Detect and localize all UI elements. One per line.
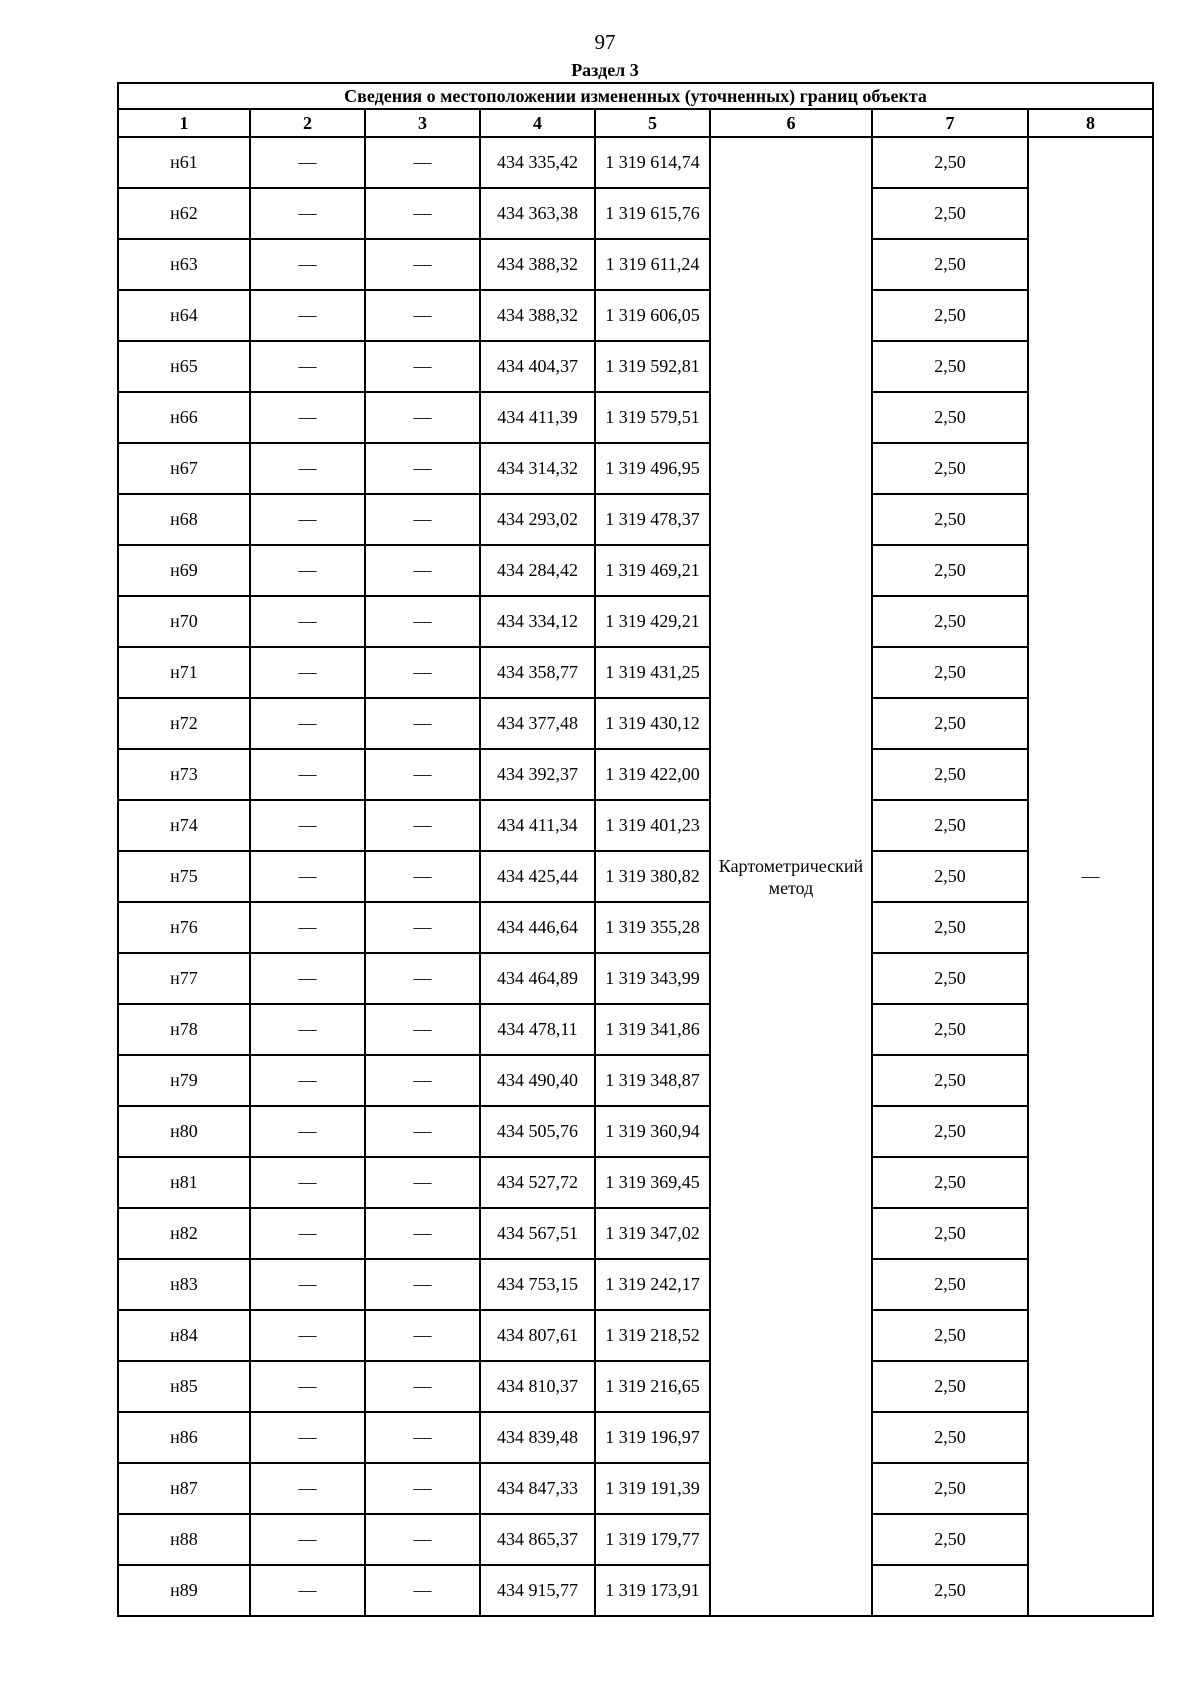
column-2-cell: —: [250, 341, 365, 392]
point-id-cell: н84: [118, 1310, 250, 1361]
precision-cell: 2,50: [872, 1310, 1028, 1361]
column-2-cell: —: [250, 1361, 365, 1412]
y-coordinate-cell: 1 319 341,86: [595, 1004, 710, 1055]
point-id-cell: н82: [118, 1208, 250, 1259]
y-coordinate-cell: 1 319 401,23: [595, 800, 710, 851]
column-header: 6: [710, 109, 872, 137]
point-id-cell: н65: [118, 341, 250, 392]
point-id-cell: н78: [118, 1004, 250, 1055]
y-coordinate-cell: 1 319 579,51: [595, 392, 710, 443]
y-coordinate-cell: 1 319 422,00: [595, 749, 710, 800]
column-3-cell: —: [365, 392, 480, 443]
x-coordinate-cell: 434 915,77: [480, 1565, 595, 1616]
column-2-cell: —: [250, 1208, 365, 1259]
point-id-cell: н79: [118, 1055, 250, 1106]
y-coordinate-cell: 1 319 496,95: [595, 443, 710, 494]
precision-cell: 2,50: [872, 1055, 1028, 1106]
x-coordinate-cell: 434 411,34: [480, 800, 595, 851]
x-coordinate-cell: 434 293,02: [480, 494, 595, 545]
y-coordinate-cell: 1 319 242,17: [595, 1259, 710, 1310]
column-3-cell: —: [365, 1004, 480, 1055]
x-coordinate-cell: 434 388,32: [480, 290, 595, 341]
y-coordinate-cell: 1 319 196,97: [595, 1412, 710, 1463]
point-id-cell: н64: [118, 290, 250, 341]
x-coordinate-cell: 434 810,37: [480, 1361, 595, 1412]
table-row: [118, 239, 1153, 290]
table-row: [118, 800, 1153, 851]
point-id-cell: н68: [118, 494, 250, 545]
table-row: [118, 1514, 1153, 1565]
point-id-cell: н76: [118, 902, 250, 953]
point-id-cell: н74: [118, 800, 250, 851]
x-coordinate-cell: 434 807,61: [480, 1310, 595, 1361]
column-3-cell: —: [365, 188, 480, 239]
y-coordinate-cell: 1 319 615,76: [595, 188, 710, 239]
y-coordinate-cell: 1 319 173,91: [595, 1565, 710, 1616]
x-coordinate-cell: 434 505,76: [480, 1106, 595, 1157]
column-2-cell: —: [250, 188, 365, 239]
y-coordinate-cell: 1 319 360,94: [595, 1106, 710, 1157]
column-2-cell: —: [250, 1565, 365, 1616]
column-3-cell: —: [365, 851, 480, 902]
section-title: Раздел 3: [571, 60, 639, 80]
precision-cell: 2,50: [872, 1208, 1028, 1259]
x-coordinate-cell: 434 839,48: [480, 1412, 595, 1463]
table-row: [118, 1157, 1153, 1208]
point-id-cell: н71: [118, 647, 250, 698]
precision-cell: 2,50: [872, 1565, 1028, 1616]
table-row: [118, 545, 1153, 596]
column-3-cell: —: [365, 1463, 480, 1514]
column-header: 2: [250, 109, 365, 137]
precision-cell: 2,50: [872, 953, 1028, 1004]
precision-cell: 2,50: [872, 1361, 1028, 1412]
point-id-cell: н87: [118, 1463, 250, 1514]
x-coordinate-cell: 434 284,42: [480, 545, 595, 596]
point-id-cell: н88: [118, 1514, 250, 1565]
x-coordinate-cell: 434 392,37: [480, 749, 595, 800]
precision-cell: 2,50: [872, 290, 1028, 341]
column-3-cell: —: [365, 749, 480, 800]
table-row: [118, 1310, 1153, 1361]
column-2-cell: —: [250, 596, 365, 647]
column-3-cell: —: [365, 1565, 480, 1616]
precision-cell: 2,50: [872, 1412, 1028, 1463]
x-coordinate-cell: 434 847,33: [480, 1463, 595, 1514]
table-row: [118, 392, 1153, 443]
column-3-cell: —: [365, 902, 480, 953]
table-row: [118, 698, 1153, 749]
column-header: 7: [872, 109, 1028, 137]
precision-cell: 2,50: [872, 494, 1028, 545]
column-2-cell: —: [250, 290, 365, 341]
precision-cell: 2,50: [872, 698, 1028, 749]
x-coordinate-cell: 434 404,37: [480, 341, 595, 392]
table-row: [118, 902, 1153, 953]
y-coordinate-cell: 1 319 614,74: [595, 137, 710, 188]
column-8-cell: —: [1028, 137, 1153, 1616]
y-coordinate-cell: 1 319 469,21: [595, 545, 710, 596]
point-id-cell: н77: [118, 953, 250, 1004]
y-coordinate-cell: 1 319 218,52: [595, 1310, 710, 1361]
column-2-cell: —: [250, 1259, 365, 1310]
column-header: 8: [1028, 109, 1153, 137]
column-2-cell: —: [250, 1412, 365, 1463]
column-2-cell: —: [250, 1514, 365, 1565]
column-2-cell: —: [250, 800, 365, 851]
column-2-cell: —: [250, 137, 365, 188]
column-3-cell: —: [365, 1259, 480, 1310]
precision-cell: 2,50: [872, 1157, 1028, 1208]
column-3-cell: —: [365, 545, 480, 596]
precision-cell: 2,50: [872, 341, 1028, 392]
x-coordinate-cell: 434 314,32: [480, 443, 595, 494]
column-3-cell: —: [365, 290, 480, 341]
column-3-cell: —: [365, 647, 480, 698]
table-row: [118, 1055, 1153, 1106]
y-coordinate-cell: 1 319 606,05: [595, 290, 710, 341]
table-row: [118, 596, 1153, 647]
table-row: [118, 188, 1153, 239]
point-id-cell: н66: [118, 392, 250, 443]
x-coordinate-cell: 434 567,51: [480, 1208, 595, 1259]
x-coordinate-cell: 434 411,39: [480, 392, 595, 443]
column-2-cell: —: [250, 1310, 365, 1361]
column-3-cell: —: [365, 1208, 480, 1259]
table-row: [118, 1004, 1153, 1055]
column-2-cell: —: [250, 749, 365, 800]
precision-cell: 2,50: [872, 902, 1028, 953]
precision-cell: 2,50: [872, 800, 1028, 851]
point-id-cell: н70: [118, 596, 250, 647]
precision-cell: 2,50: [872, 1004, 1028, 1055]
column-3-cell: —: [365, 596, 480, 647]
column-3-cell: —: [365, 800, 480, 851]
table-row: [118, 443, 1153, 494]
column-3-cell: —: [365, 698, 480, 749]
point-id-cell: н83: [118, 1259, 250, 1310]
point-id-cell: н67: [118, 443, 250, 494]
y-coordinate-cell: 1 319 369,45: [595, 1157, 710, 1208]
column-2-cell: —: [250, 1055, 365, 1106]
table-row: [118, 137, 1153, 188]
column-header: 1: [118, 109, 250, 137]
column-2-cell: —: [250, 698, 365, 749]
table-row: [118, 1106, 1153, 1157]
y-coordinate-cell: 1 319 429,21: [595, 596, 710, 647]
x-coordinate-cell: 434 363,38: [480, 188, 595, 239]
table-row: [118, 1208, 1153, 1259]
table-caption: Сведения о местоположении измененных (уточненных) границ объекта: [118, 83, 1153, 109]
point-id-cell: н75: [118, 851, 250, 902]
point-id-cell: н80: [118, 1106, 250, 1157]
y-coordinate-cell: 1 319 430,12: [595, 698, 710, 749]
y-coordinate-cell: 1 319 592,81: [595, 341, 710, 392]
y-coordinate-cell: 1 319 191,39: [595, 1463, 710, 1514]
column-2-cell: —: [250, 494, 365, 545]
point-id-cell: н89: [118, 1565, 250, 1616]
precision-cell: 2,50: [872, 545, 1028, 596]
precision-cell: 2,50: [872, 1106, 1028, 1157]
y-coordinate-cell: 1 319 431,25: [595, 647, 710, 698]
point-id-cell: н72: [118, 698, 250, 749]
x-coordinate-cell: 434 464,89: [480, 953, 595, 1004]
point-id-cell: н61: [118, 137, 250, 188]
column-3-cell: —: [365, 1055, 480, 1106]
point-id-cell: н86: [118, 1412, 250, 1463]
column-3-cell: —: [365, 494, 480, 545]
column-2-cell: —: [250, 1157, 365, 1208]
point-id-cell: н62: [118, 188, 250, 239]
column-2-cell: —: [250, 392, 365, 443]
column-3-cell: —: [365, 1106, 480, 1157]
method-cell: Картометрический метод: [710, 137, 872, 1616]
x-coordinate-cell: 434 335,42: [480, 137, 595, 188]
x-coordinate-cell: 434 446,64: [480, 902, 595, 953]
y-coordinate-cell: 1 319 355,28: [595, 902, 710, 953]
column-2-cell: —: [250, 902, 365, 953]
precision-cell: 2,50: [872, 137, 1028, 188]
y-coordinate-cell: 1 319 216,65: [595, 1361, 710, 1412]
table-row: [118, 290, 1153, 341]
point-id-cell: н73: [118, 749, 250, 800]
table-row: [118, 341, 1153, 392]
table-row: [118, 1259, 1153, 1310]
column-2-cell: —: [250, 1106, 365, 1157]
x-coordinate-cell: 434 753,15: [480, 1259, 595, 1310]
column-3-cell: —: [365, 1514, 480, 1565]
column-3-cell: —: [365, 239, 480, 290]
column-3-cell: —: [365, 137, 480, 188]
table-row: [118, 851, 1153, 902]
table-row: [118, 1361, 1153, 1412]
table-row: [118, 647, 1153, 698]
precision-cell: 2,50: [872, 443, 1028, 494]
table-row: [118, 494, 1153, 545]
y-coordinate-cell: 1 319 478,37: [595, 494, 710, 545]
point-id-cell: н85: [118, 1361, 250, 1412]
column-3-cell: —: [365, 1361, 480, 1412]
column-3-cell: —: [365, 953, 480, 1004]
y-coordinate-cell: 1 319 611,24: [595, 239, 710, 290]
x-coordinate-cell: 434 865,37: [480, 1514, 595, 1565]
table-row: [118, 1565, 1153, 1616]
column-3-cell: —: [365, 1310, 480, 1361]
column-header: 4: [480, 109, 595, 137]
x-coordinate-cell: 434 527,72: [480, 1157, 595, 1208]
column-3-cell: —: [365, 443, 480, 494]
y-coordinate-cell: 1 319 347,02: [595, 1208, 710, 1259]
precision-cell: 2,50: [872, 239, 1028, 290]
x-coordinate-cell: 434 425,44: [480, 851, 595, 902]
table-row: [118, 749, 1153, 800]
precision-cell: 2,50: [872, 647, 1028, 698]
table-row: [118, 1463, 1153, 1514]
point-id-cell: н69: [118, 545, 250, 596]
page-number: 97: [594, 30, 616, 54]
column-2-cell: —: [250, 647, 365, 698]
column-2-cell: —: [250, 239, 365, 290]
y-coordinate-cell: 1 319 179,77: [595, 1514, 710, 1565]
column-2-cell: —: [250, 443, 365, 494]
boundary-coordinates-table: [117, 82, 1154, 1617]
precision-cell: 2,50: [872, 851, 1028, 902]
table-body: [118, 137, 1153, 1616]
column-3-cell: —: [365, 1412, 480, 1463]
column-2-cell: —: [250, 953, 365, 1004]
y-coordinate-cell: 1 319 348,87: [595, 1055, 710, 1106]
table-row: [118, 1412, 1153, 1463]
column-2-cell: —: [250, 1004, 365, 1055]
column-3-cell: —: [365, 1157, 480, 1208]
point-id-cell: н63: [118, 239, 250, 290]
column-2-cell: —: [250, 545, 365, 596]
y-coordinate-cell: 1 319 343,99: [595, 953, 710, 1004]
column-3-cell: —: [365, 341, 480, 392]
x-coordinate-cell: 434 478,11: [480, 1004, 595, 1055]
column-header: 5: [595, 109, 710, 137]
precision-cell: 2,50: [872, 392, 1028, 443]
column-2-cell: —: [250, 1463, 365, 1514]
table-row: [118, 953, 1153, 1004]
precision-cell: 2,50: [872, 596, 1028, 647]
column-header: 3: [365, 109, 480, 137]
x-coordinate-cell: 434 358,77: [480, 647, 595, 698]
column-2-cell: —: [250, 851, 365, 902]
point-id-cell: н81: [118, 1157, 250, 1208]
x-coordinate-cell: 434 490,40: [480, 1055, 595, 1106]
x-coordinate-cell: 434 377,48: [480, 698, 595, 749]
precision-cell: 2,50: [872, 749, 1028, 800]
x-coordinate-cell: 434 334,12: [480, 596, 595, 647]
precision-cell: 2,50: [872, 1463, 1028, 1514]
x-coordinate-cell: 434 388,32: [480, 239, 595, 290]
precision-cell: 2,50: [872, 1259, 1028, 1310]
precision-cell: 2,50: [872, 188, 1028, 239]
y-coordinate-cell: 1 319 380,82: [595, 851, 710, 902]
precision-cell: 2,50: [872, 1514, 1028, 1565]
